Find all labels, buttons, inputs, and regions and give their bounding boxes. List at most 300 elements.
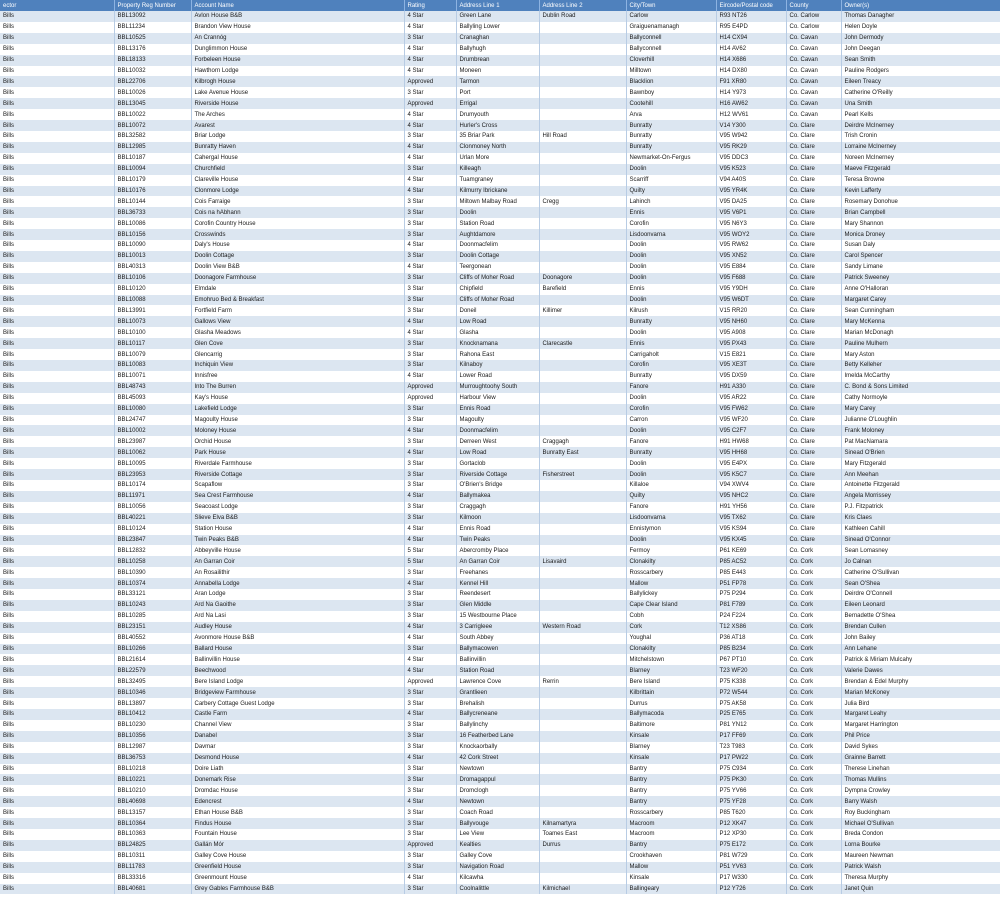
county-cell[interactable]: Co. Clare — [786, 436, 841, 447]
county-cell[interactable]: Co. Cavan — [786, 87, 841, 98]
rating-cell[interactable]: 3 Star — [404, 131, 456, 142]
city-town-cell[interactable]: Doolin — [626, 327, 716, 338]
property-reg-number-cell[interactable]: BBL40698 — [114, 796, 191, 807]
county-cell[interactable]: Co. Cork — [786, 578, 841, 589]
owners-cell[interactable]: Phil Price — [841, 731, 1000, 742]
county-cell[interactable]: Co. Cork — [786, 884, 841, 895]
county-cell[interactable]: Co. Clare — [786, 305, 841, 316]
address-line-1-cell[interactable]: Kilmurry Ibrickane — [456, 186, 539, 197]
sector-cell[interactable]: Bills — [0, 55, 114, 66]
city-town-cell[interactable]: Lahinch — [626, 196, 716, 207]
property-reg-number-cell[interactable]: BBL10002 — [114, 425, 191, 436]
owners-cell[interactable]: Janet Quin — [841, 884, 1000, 895]
address-line-1-cell[interactable]: Ballymacowen — [456, 644, 539, 655]
address-line-1-cell[interactable]: Ennis Road — [456, 524, 539, 535]
property-reg-number-cell[interactable]: BBL10179 — [114, 175, 191, 186]
account-name-cell[interactable]: Magoulty House — [191, 415, 404, 426]
property-reg-number-cell[interactable]: BBL10124 — [114, 524, 191, 535]
owners-cell[interactable]: Grainne Barrett — [841, 753, 1000, 764]
account-name-cell[interactable]: Lake Avenue House — [191, 87, 404, 98]
address-line-2-cell[interactable] — [539, 393, 626, 404]
sector-cell[interactable]: Bills — [0, 229, 114, 240]
property-reg-number-cell[interactable]: BBL12832 — [114, 545, 191, 556]
address-line-2-cell[interactable] — [539, 873, 626, 884]
city-town-cell[interactable]: Kinsale — [626, 873, 716, 884]
address-line-2-cell[interactable] — [539, 644, 626, 655]
account-name-cell[interactable]: Cois na hAbhann — [191, 207, 404, 218]
owners-cell[interactable]: Kathleen Cahill — [841, 524, 1000, 535]
account-name-cell[interactable]: Aran Lodge — [191, 589, 404, 600]
owners-cell[interactable]: Angela Morrissey — [841, 491, 1000, 502]
county-cell[interactable]: Co. Clare — [786, 153, 841, 164]
eircode-cell[interactable]: H91 HW68 — [716, 436, 786, 447]
property-reg-number-cell[interactable]: BBL36733 — [114, 207, 191, 218]
account-name-cell[interactable]: Castle Farm — [191, 709, 404, 720]
sector-cell[interactable]: Bills — [0, 33, 114, 44]
city-town-cell[interactable]: Corofin — [626, 360, 716, 371]
rating-cell[interactable]: 3 Star — [404, 687, 456, 698]
sector-cell[interactable]: Bills — [0, 818, 114, 829]
city-town-cell[interactable]: Durrus — [626, 698, 716, 709]
county-cell[interactable]: Co. Cork — [786, 676, 841, 687]
account-name-cell[interactable]: Davmar — [191, 742, 404, 753]
address-line-2-cell[interactable] — [539, 753, 626, 764]
county-cell[interactable]: Co. Clare — [786, 360, 841, 371]
address-line-1-cell[interactable]: O'Brien's Bridge — [456, 480, 539, 491]
property-reg-number-cell[interactable]: BBL23953 — [114, 469, 191, 480]
rating-cell[interactable]: 4 Star — [404, 109, 456, 120]
eircode-cell[interactable]: V95 C2F7 — [716, 425, 786, 436]
rating-cell[interactable]: 3 Star — [404, 404, 456, 415]
rating-cell[interactable]: 3 Star — [404, 567, 456, 578]
sector-cell[interactable]: Bills — [0, 186, 114, 197]
city-town-cell[interactable]: Cape Clear Island — [626, 600, 716, 611]
eircode-cell[interactable]: P75 YF28 — [716, 796, 786, 807]
address-line-2-cell[interactable] — [539, 371, 626, 382]
address-line-1-cell[interactable]: Dromagappul — [456, 774, 539, 785]
sector-cell[interactable]: Bills — [0, 873, 114, 884]
rating-cell[interactable]: 4 Star — [404, 447, 456, 458]
sector-cell[interactable]: Bills — [0, 251, 114, 262]
owners-cell[interactable]: Maeve Fitzgerald — [841, 164, 1000, 175]
sector-cell[interactable]: Bills — [0, 862, 114, 873]
rating-cell[interactable]: 4 Star — [404, 44, 456, 55]
rating-cell[interactable]: 4 Star — [404, 753, 456, 764]
address-line-2-cell[interactable] — [539, 262, 626, 273]
account-name-cell[interactable]: Clareville House — [191, 175, 404, 186]
account-name-cell[interactable]: Edencrest — [191, 796, 404, 807]
eircode-cell[interactable]: H16 AW62 — [716, 98, 786, 109]
account-name-cell[interactable]: Churchfield — [191, 164, 404, 175]
rating-cell[interactable]: 4 Star — [404, 327, 456, 338]
address-line-2-cell[interactable] — [539, 382, 626, 393]
city-town-cell[interactable]: Kinsale — [626, 731, 716, 742]
owners-cell[interactable]: Maureen Newman — [841, 851, 1000, 862]
sector-cell[interactable]: Bills — [0, 240, 114, 251]
property-reg-number-cell[interactable]: BBL10062 — [114, 447, 191, 458]
address-line-1-cell[interactable]: Ballycreneane — [456, 709, 539, 720]
address-line-1-cell[interactable]: Chipfield — [456, 284, 539, 295]
county-cell[interactable]: Co. Clare — [786, 458, 841, 469]
city-town-cell[interactable]: Doolin — [626, 469, 716, 480]
owners-cell[interactable]: Una Smith — [841, 98, 1000, 109]
owners-cell[interactable]: Kevin Lafferty — [841, 186, 1000, 197]
eircode-cell[interactable]: V95 KX45 — [716, 535, 786, 546]
account-name-cell[interactable]: Kilbrogh House — [191, 76, 404, 87]
rating-cell[interactable]: 3 Star — [404, 764, 456, 775]
address-line-2-cell[interactable] — [539, 633, 626, 644]
address-line-1-cell[interactable]: Ballyling Lower — [456, 22, 539, 33]
address-line-2-cell[interactable] — [539, 774, 626, 785]
county-cell[interactable]: Co. Clare — [786, 415, 841, 426]
account-name-cell[interactable]: Brandon View House — [191, 22, 404, 33]
property-reg-number-cell[interactable]: BBL10174 — [114, 480, 191, 491]
address-line-2-cell[interactable] — [539, 98, 626, 109]
eircode-cell[interactable]: H14 DX80 — [716, 66, 786, 77]
city-town-cell[interactable]: Carrigaholt — [626, 349, 716, 360]
eircode-cell[interactable]: V95 PX43 — [716, 338, 786, 349]
sector-cell[interactable]: Bills — [0, 731, 114, 742]
county-cell[interactable]: Co. Carlow — [786, 22, 841, 33]
address-line-2-cell[interactable] — [539, 349, 626, 360]
owners-cell[interactable]: Roy Buckingham — [841, 807, 1000, 818]
column-header-sector[interactable]: ector — [0, 0, 114, 11]
address-line-1-cell[interactable]: Doolin Cottage — [456, 251, 539, 262]
address-line-1-cell[interactable]: 15 Westbourne Place — [456, 611, 539, 622]
sector-cell[interactable]: Bills — [0, 349, 114, 360]
city-town-cell[interactable]: Bunratty — [626, 142, 716, 153]
address-line-2-cell[interactable] — [539, 807, 626, 818]
address-line-2-cell[interactable] — [539, 218, 626, 229]
sector-cell[interactable]: Bills — [0, 720, 114, 731]
eircode-cell[interactable]: V95 XN52 — [716, 251, 786, 262]
address-line-1-cell[interactable]: Station Road — [456, 665, 539, 676]
rating-cell[interactable]: Approved — [404, 393, 456, 404]
property-reg-number-cell[interactable]: BBL13176 — [114, 44, 191, 55]
address-line-1-cell[interactable]: An Garran Coir — [456, 556, 539, 567]
city-town-cell[interactable]: Kilrush — [626, 305, 716, 316]
eircode-cell[interactable]: P81 W729 — [716, 851, 786, 862]
rating-cell[interactable]: 3 Star — [404, 305, 456, 316]
address-line-2-cell[interactable] — [539, 524, 626, 535]
sector-cell[interactable]: Bills — [0, 709, 114, 720]
eircode-cell[interactable]: V94 A40S — [716, 175, 786, 186]
owners-cell[interactable]: Dympna Crowley — [841, 785, 1000, 796]
rating-cell[interactable]: 4 Star — [404, 425, 456, 436]
county-cell[interactable]: Co. Clare — [786, 273, 841, 284]
eircode-cell[interactable]: P51 YV63 — [716, 862, 786, 873]
rating-cell[interactable]: 4 Star — [404, 491, 456, 502]
eircode-cell[interactable]: V95 KS94 — [716, 524, 786, 535]
address-line-2-cell[interactable] — [539, 480, 626, 491]
eircode-cell[interactable]: H91 A330 — [716, 382, 786, 393]
owners-cell[interactable]: Susan Daly — [841, 240, 1000, 251]
sector-cell[interactable]: Bills — [0, 513, 114, 524]
address-line-1-cell[interactable]: Green Lane — [456, 11, 539, 22]
address-line-2-cell[interactable]: Western Road — [539, 622, 626, 633]
account-name-cell[interactable]: Greenfield House — [191, 862, 404, 873]
rating-cell[interactable]: 4 Star — [404, 524, 456, 535]
sector-cell[interactable]: Bills — [0, 687, 114, 698]
city-town-cell[interactable]: Cobh — [626, 611, 716, 622]
eircode-cell[interactable]: P24 F224 — [716, 611, 786, 622]
address-line-2-cell[interactable] — [539, 229, 626, 240]
rating-cell[interactable]: 3 Star — [404, 196, 456, 207]
owners-cell[interactable]: Cathy Normoyle — [841, 393, 1000, 404]
address-line-1-cell[interactable]: 42 Cork Street — [456, 753, 539, 764]
property-reg-number-cell[interactable]: BBL10390 — [114, 567, 191, 578]
address-line-1-cell[interactable]: Knocknamana — [456, 338, 539, 349]
eircode-cell[interactable]: V95 K5C7 — [716, 469, 786, 480]
account-name-cell[interactable]: Danabel — [191, 731, 404, 742]
sector-cell[interactable]: Bills — [0, 295, 114, 306]
property-reg-number-cell[interactable]: BBL11783 — [114, 862, 191, 873]
sector-cell[interactable]: Bills — [0, 360, 114, 371]
address-line-2-cell[interactable] — [539, 709, 626, 720]
rating-cell[interactable]: 4 Star — [404, 175, 456, 186]
property-reg-number-cell[interactable]: BBL10221 — [114, 774, 191, 785]
account-name-cell[interactable]: Inchiquin View — [191, 360, 404, 371]
rating-cell[interactable]: 4 Star — [404, 665, 456, 676]
owners-cell[interactable]: Lorraine McInerney — [841, 142, 1000, 153]
address-line-1-cell[interactable]: Lee View — [456, 829, 539, 840]
account-name-cell[interactable]: Hawthorn Lodge — [191, 66, 404, 77]
county-cell[interactable]: Co. Clare — [786, 175, 841, 186]
city-town-cell[interactable]: Blarney — [626, 742, 716, 753]
city-town-cell[interactable]: Kilbrittain — [626, 687, 716, 698]
owners-cell[interactable]: Marian McDonagh — [841, 327, 1000, 338]
address-line-2-cell[interactable] — [539, 120, 626, 131]
address-line-1-cell[interactable]: Cliffs of Moher Road — [456, 273, 539, 284]
eircode-cell[interactable]: P75 E172 — [716, 840, 786, 851]
city-town-cell[interactable]: Ballyconnell — [626, 44, 716, 55]
address-line-1-cell[interactable]: 3 Carrigleee — [456, 622, 539, 633]
rating-cell[interactable]: 3 Star — [404, 785, 456, 796]
address-line-2-cell[interactable] — [539, 360, 626, 371]
sector-cell[interactable]: Bills — [0, 469, 114, 480]
city-town-cell[interactable]: Fanore — [626, 502, 716, 513]
owners-cell[interactable]: Julianne O'Loughlin — [841, 415, 1000, 426]
eircode-cell[interactable]: P61 KE69 — [716, 545, 786, 556]
account-name-cell[interactable]: Into The Burren — [191, 382, 404, 393]
rating-cell[interactable]: 3 Star — [404, 731, 456, 742]
account-name-cell[interactable]: Avarest — [191, 120, 404, 131]
rating-cell[interactable]: 3 Star — [404, 851, 456, 862]
address-line-1-cell[interactable]: Glasha — [456, 327, 539, 338]
rating-cell[interactable]: 3 Star — [404, 295, 456, 306]
eircode-cell[interactable]: V95 FW62 — [716, 404, 786, 415]
owners-cell[interactable]: Bernadette O'Shea — [841, 611, 1000, 622]
address-line-2-cell[interactable] — [539, 589, 626, 600]
city-town-cell[interactable]: Killaloe — [626, 480, 716, 491]
owners-cell[interactable]: Catherine O'Sullivan — [841, 567, 1000, 578]
county-cell[interactable]: Co. Carlow — [786, 11, 841, 22]
property-reg-number-cell[interactable]: BBL10088 — [114, 295, 191, 306]
city-town-cell[interactable]: Ennistymon — [626, 524, 716, 535]
sector-cell[interactable]: Bills — [0, 142, 114, 153]
address-line-1-cell[interactable]: Doonmacfelim — [456, 240, 539, 251]
address-line-1-cell[interactable]: Ballinvillin — [456, 654, 539, 665]
sector-cell[interactable]: Bills — [0, 11, 114, 22]
address-line-1-cell[interactable]: Kealties — [456, 840, 539, 851]
county-cell[interactable]: Co. Cork — [786, 818, 841, 829]
eircode-cell[interactable]: P12 Y726 — [716, 884, 786, 895]
county-cell[interactable]: Co. Clare — [786, 425, 841, 436]
city-town-cell[interactable]: Scarriff — [626, 175, 716, 186]
rating-cell[interactable]: 5 Star — [404, 545, 456, 556]
address-line-1-cell[interactable]: Doolin — [456, 207, 539, 218]
property-reg-number-cell[interactable]: BBL22706 — [114, 76, 191, 87]
eircode-cell[interactable]: V95 HH68 — [716, 447, 786, 458]
property-reg-number-cell[interactable]: BBL23847 — [114, 535, 191, 546]
property-reg-number-cell[interactable]: BBL24747 — [114, 415, 191, 426]
rating-cell[interactable]: 4 Star — [404, 709, 456, 720]
property-reg-number-cell[interactable]: BBL10311 — [114, 851, 191, 862]
property-reg-number-cell[interactable]: BBL10086 — [114, 218, 191, 229]
owners-cell[interactable]: Mary Carey — [841, 404, 1000, 415]
eircode-cell[interactable]: P85 B234 — [716, 644, 786, 655]
county-cell[interactable]: Co. Clare — [786, 142, 841, 153]
sector-cell[interactable]: Bills — [0, 316, 114, 327]
sector-cell[interactable]: Bills — [0, 458, 114, 469]
city-town-cell[interactable]: Ballylickey — [626, 589, 716, 600]
rating-cell[interactable]: Approved — [404, 76, 456, 87]
address-line-1-cell[interactable]: Freehanes — [456, 567, 539, 578]
rating-cell[interactable]: 4 Star — [404, 120, 456, 131]
eircode-cell[interactable]: P85 E443 — [716, 567, 786, 578]
county-cell[interactable]: Co. Cork — [786, 796, 841, 807]
property-reg-number-cell[interactable]: BBL40681 — [114, 884, 191, 895]
address-line-1-cell[interactable]: Urlan More — [456, 153, 539, 164]
owners-cell[interactable]: Barry Walsh — [841, 796, 1000, 807]
address-line-1-cell[interactable]: Lower Road — [456, 371, 539, 382]
address-line-1-cell[interactable]: Killeagh — [456, 164, 539, 175]
city-town-cell[interactable]: Doolin — [626, 262, 716, 273]
rating-cell[interactable]: 4 Star — [404, 66, 456, 77]
city-town-cell[interactable]: Crookhaven — [626, 851, 716, 862]
address-line-1-cell[interactable]: Hurler's Cross — [456, 120, 539, 131]
eircode-cell[interactable]: V95 RK29 — [716, 142, 786, 153]
eircode-cell[interactable]: V95 V6P1 — [716, 207, 786, 218]
sector-cell[interactable]: Bills — [0, 262, 114, 273]
city-town-cell[interactable]: Cootehill — [626, 98, 716, 109]
city-town-cell[interactable]: Ennis — [626, 207, 716, 218]
account-name-cell[interactable]: Riverdale Farmhouse — [191, 458, 404, 469]
owners-cell[interactable]: Mary McKenna — [841, 316, 1000, 327]
address-line-2-cell[interactable] — [539, 22, 626, 33]
city-town-cell[interactable]: Doolin — [626, 164, 716, 175]
rating-cell[interactable]: 3 Star — [404, 611, 456, 622]
rating-cell[interactable]: 3 Star — [404, 502, 456, 513]
property-reg-number-cell[interactable]: BBL13092 — [114, 11, 191, 22]
rating-cell[interactable]: 4 Star — [404, 55, 456, 66]
property-reg-number-cell[interactable]: BBL10071 — [114, 371, 191, 382]
eircode-cell[interactable]: T12 XS86 — [716, 622, 786, 633]
sector-cell[interactable]: Bills — [0, 491, 114, 502]
eircode-cell[interactable]: H12 WV61 — [716, 109, 786, 120]
account-name-cell[interactable]: Park House — [191, 447, 404, 458]
owners-cell[interactable]: Pauline Mulhern — [841, 338, 1000, 349]
eircode-cell[interactable]: P85 AC52 — [716, 556, 786, 567]
sector-cell[interactable]: Bills — [0, 785, 114, 796]
eircode-cell[interactable]: H14 AV62 — [716, 44, 786, 55]
property-reg-number-cell[interactable]: BBL48743 — [114, 382, 191, 393]
sector-cell[interactable]: Bills — [0, 742, 114, 753]
rating-cell[interactable]: 4 Star — [404, 142, 456, 153]
county-cell[interactable]: Co. Clare — [786, 469, 841, 480]
sector-cell[interactable]: Bills — [0, 753, 114, 764]
address-line-1-cell[interactable]: Miltown Malbay Road — [456, 196, 539, 207]
county-cell[interactable]: Co. Cork — [786, 545, 841, 556]
owners-cell[interactable]: Brendan & Edel Murphy — [841, 676, 1000, 687]
address-line-1-cell[interactable]: Doonmacfelim — [456, 425, 539, 436]
sector-cell[interactable]: Bills — [0, 76, 114, 87]
address-line-2-cell[interactable] — [539, 687, 626, 698]
eircode-cell[interactable]: V95 YR4K — [716, 186, 786, 197]
property-reg-number-cell[interactable]: BBL10230 — [114, 720, 191, 731]
county-cell[interactable]: Co. Clare — [786, 240, 841, 251]
eircode-cell[interactable]: R93 NT26 — [716, 11, 786, 22]
account-name-cell[interactable]: Moloney House — [191, 425, 404, 436]
property-reg-number-cell[interactable]: BBL10073 — [114, 316, 191, 327]
address-line-2-cell[interactable] — [539, 295, 626, 306]
sector-cell[interactable]: Bills — [0, 327, 114, 338]
sector-cell[interactable]: Bills — [0, 164, 114, 175]
account-name-cell[interactable]: Briar Lodge — [191, 131, 404, 142]
rating-cell[interactable]: 3 Star — [404, 742, 456, 753]
account-name-cell[interactable]: Scapaflow — [191, 480, 404, 491]
rating-cell[interactable]: 4 Star — [404, 11, 456, 22]
eircode-cell[interactable]: P72 W544 — [716, 687, 786, 698]
address-line-2-cell[interactable] — [539, 207, 626, 218]
address-line-2-cell[interactable] — [539, 851, 626, 862]
sector-cell[interactable]: Bills — [0, 196, 114, 207]
eircode-cell[interactable]: P67 PT10 — [716, 654, 786, 665]
sector-cell[interactable]: Bills — [0, 87, 114, 98]
owners-cell[interactable]: Mary Fitzgerald — [841, 458, 1000, 469]
rating-cell[interactable]: 3 Star — [404, 273, 456, 284]
owners-cell[interactable]: Rosemary Donohue — [841, 196, 1000, 207]
city-town-cell[interactable]: Corofin — [626, 218, 716, 229]
account-name-cell[interactable]: Doonagore Farmhouse — [191, 273, 404, 284]
owners-cell[interactable]: Sean Smith — [841, 55, 1000, 66]
rating-cell[interactable]: 3 Star — [404, 644, 456, 655]
address-line-1-cell[interactable]: Gortaclob — [456, 458, 539, 469]
property-reg-number-cell[interactable]: BBL12987 — [114, 742, 191, 753]
county-cell[interactable]: Co. Cork — [786, 600, 841, 611]
city-town-cell[interactable]: Kinsale — [626, 753, 716, 764]
county-cell[interactable]: Co. Cork — [786, 774, 841, 785]
rating-cell[interactable]: 3 Star — [404, 87, 456, 98]
address-line-1-cell[interactable]: Riverside Cottage — [456, 469, 539, 480]
property-reg-number-cell[interactable]: BBL10022 — [114, 109, 191, 120]
sector-cell[interactable]: Bills — [0, 676, 114, 687]
account-name-cell[interactable]: An Crannóg — [191, 33, 404, 44]
account-name-cell[interactable]: Sea Crest Farmhouse — [191, 491, 404, 502]
address-line-2-cell[interactable] — [539, 567, 626, 578]
city-town-cell[interactable]: Carron — [626, 415, 716, 426]
address-line-1-cell[interactable]: Kilcawha — [456, 873, 539, 884]
sector-cell[interactable]: Bills — [0, 535, 114, 546]
owners-cell[interactable]: Frank Moloney — [841, 425, 1000, 436]
column-header-owners[interactable]: Owner(s) — [841, 0, 1000, 11]
eircode-cell[interactable]: V15 RR20 — [716, 305, 786, 316]
rating-cell[interactable]: 3 Star — [404, 458, 456, 469]
eircode-cell[interactable]: V95 XE3T — [716, 360, 786, 371]
city-town-cell[interactable]: Doolin — [626, 273, 716, 284]
rating-cell[interactable]: 4 Star — [404, 316, 456, 327]
address-line-2-cell[interactable] — [539, 404, 626, 415]
